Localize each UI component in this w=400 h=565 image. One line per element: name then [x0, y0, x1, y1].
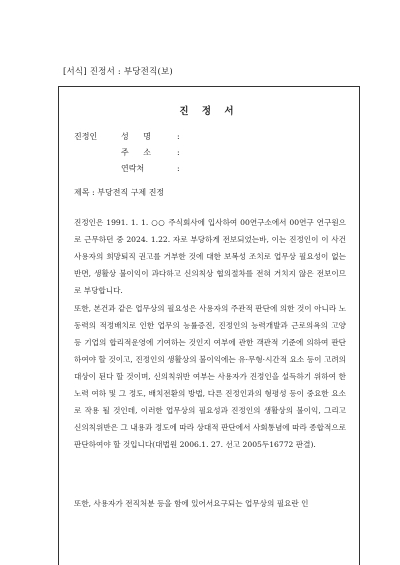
petitioner-section	[74, 129, 344, 177]
petitioner-row-name	[74, 129, 344, 145]
body-paragraph-1: 진정인은 1991. 1. 1. ○○ 주식회사에 입사하여 00연구소에서 00연구 연구원으로 근무하던 중 2024. 1.22. 자로 부당하게 전보되었는바, 이는 진정인이 이 사건 사용자의 희망퇴직 권고를 거부한 것에 대한 보복성 조치로 업무상 필요성이 없는 반면, 생활상 불이익이 과다하고 신의칙상 협의절차를 전혀 거치지 않은 전보이므로 부당합니다.	[74, 218, 346, 295]
petitioner-label: 진정인	[74, 132, 98, 141]
name-field-label: 성 명	[121, 132, 157, 141]
body-paragraph-3: 또한, 사용자가 전직처분 등을 함에 있어서요구되는 업무상의 필요란 인	[74, 499, 309, 508]
contact-field-colon: :	[177, 164, 180, 173]
subject-line: 제목 : 부당전직 구제 진정	[74, 188, 165, 197]
address-field-label: 주 소	[121, 148, 157, 157]
petitioner-row-contact	[74, 161, 344, 177]
body-paragraph-2: 또한, 본건과 같은 업무상의 필요성은 사용자의 주관적 판단에 의한 것이 아니라 노동력의 적정배치로 인한 업무의 능률증진, 진정인의 능력개발과 근로의욕의 고양 등 기업의 합리적운영에 기여하는 것인지 여부에 관한 객관적 기준에 의하여 판단하여야 할 것이고, 진정인의 생활상의 불이익에는 유·무형·시간적 요소 등이 고려의 대상이 된다 할 것이며, 신의칙위반 여부는 사용자가 진정인을 설득하기 위하여 한 노력 여하 및 그 정도, 배치전환의 방법, 다른 진정인과의 형평성 등이 중요한 요소로 작용 될 것인데, 이러한 업무상의 필요성과 진정인의 생활상의 불이익, 그리고 신의칙위반은 그 내용과 정도에 따라 상대적 판단에서 사회통념에 따라 종합적으로 판단하여야 할 것입니다(대법원 2006.1. 27. 선고 2005두16772 판결).	[74, 304, 346, 449]
address-field-colon: :	[177, 148, 180, 157]
name-field-colon: :	[177, 132, 180, 141]
form-caption: [서식] 진정서 : 부당전직(보)	[63, 67, 173, 77]
document-title: 진 정 서	[179, 106, 239, 117]
petitioner-row-address	[74, 145, 344, 161]
petition-document	[58, 86, 360, 565]
contact-field-label: 연락처	[121, 164, 145, 173]
